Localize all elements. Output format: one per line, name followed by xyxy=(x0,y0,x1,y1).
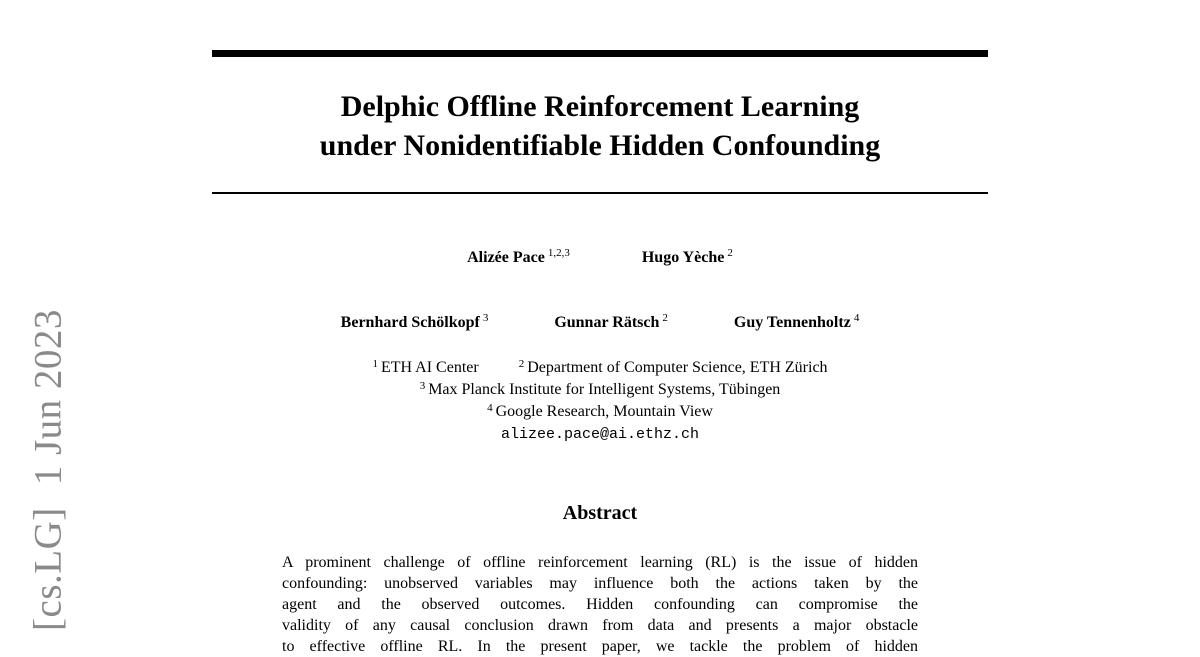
contact-email[interactable]: alizee.pace@ai.ethz.ch xyxy=(500,426,700,443)
author xyxy=(554,314,668,332)
contact-email-line xyxy=(212,423,988,446)
affiliation-eth-cs: Department of Computer Science, ETH Zürich xyxy=(527,359,828,376)
author-affiliation-marker: 2 xyxy=(727,247,733,259)
abstract-heading: Abstract xyxy=(562,502,638,524)
abstract-line: confounding: unobserved variables may influence both the actions taken by the xyxy=(282,575,918,592)
arxiv-side-stamp xyxy=(26,309,71,631)
arxiv-category: [cs.LG] xyxy=(26,507,70,631)
affiliation-line-2 xyxy=(212,379,988,401)
affiliation-marker: 4 xyxy=(487,402,493,414)
title-line-1: Delphic Offline Reinforcement Learning xyxy=(340,90,860,123)
author-row-1 xyxy=(212,249,988,267)
title-top-rule xyxy=(212,50,988,57)
author-affiliation-marker: 3 xyxy=(482,312,489,324)
title-line-2: under Nonidentifiable Hidden Confounding xyxy=(319,129,881,162)
author-affiliation-marker: 1,2,3 xyxy=(547,247,570,259)
author-name: Alizée Pace xyxy=(467,249,545,266)
author xyxy=(341,314,489,332)
abstract-line: A prominent challenge of offline reinforcement learning (RL) is the issue of hidden xyxy=(282,554,918,571)
author-affiliation-marker: 2 xyxy=(662,312,668,324)
author-affiliation-marker: 4 xyxy=(853,312,860,324)
affiliation-line-3 xyxy=(212,401,988,423)
affiliation-marker: 1 xyxy=(372,358,378,370)
abstract-line: agent and the observed outcomes. Hidden confounding can compromise the xyxy=(282,596,918,613)
abstract-line: to effective offline RL. In the present paper, we tackle the problem of hidden xyxy=(282,638,918,655)
paper-title xyxy=(212,87,988,165)
affiliation-max-planck: Max Planck Institute for Intelligent Systems, Tübingen xyxy=(428,381,781,398)
author-name: Bernhard Schölkopf xyxy=(340,314,480,331)
arxiv-date: 1 Jun 2023 xyxy=(26,309,70,486)
author-name: Gunnar Rätsch xyxy=(554,314,660,331)
author-name: Guy Tennenholtz xyxy=(733,314,851,331)
affiliation-google: Google Research, Mountain View xyxy=(495,403,713,420)
author xyxy=(467,249,570,267)
author-name: Hugo Yèche xyxy=(641,249,725,266)
affiliation-line-1 xyxy=(212,357,988,379)
author xyxy=(734,314,859,332)
title-bottom-rule xyxy=(212,192,988,194)
affiliation-marker: 3 xyxy=(419,380,426,392)
author xyxy=(642,249,733,267)
affiliations xyxy=(212,357,988,446)
abstract-line: validity of any causal conclusion drawn from data and presents a major obstacle xyxy=(282,617,918,634)
affiliation-eth-ai-center: ETH AI Center xyxy=(380,359,479,376)
abstract-body xyxy=(282,552,918,657)
affiliation-marker: 2 xyxy=(518,358,525,370)
author-row-2 xyxy=(212,314,988,332)
